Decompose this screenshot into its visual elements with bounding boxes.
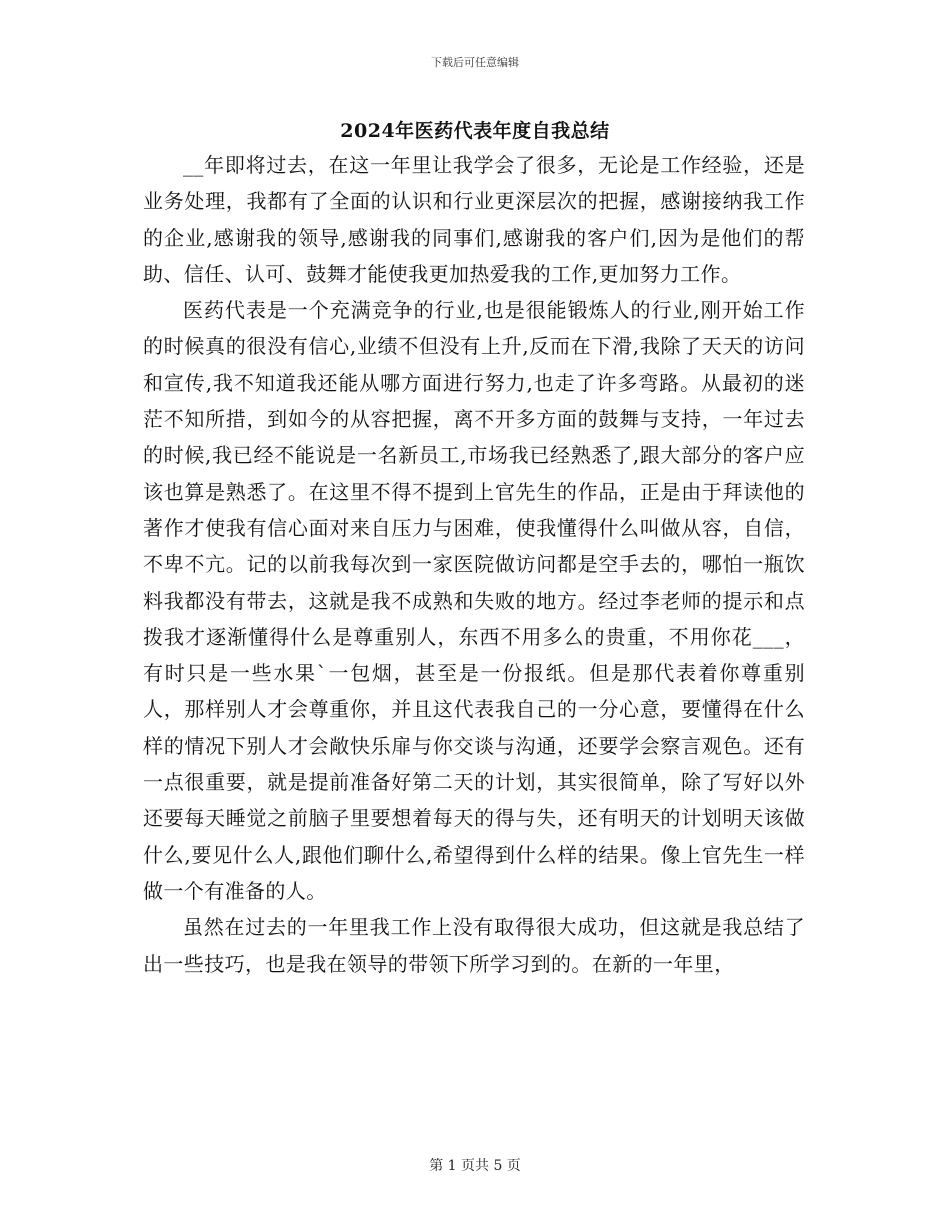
paragraph-closing: 虽然在过去的一年里我工作上没有取得很大成功，但这就是我总结了出一些技巧，也是我在领导的带领下所学习到的。在新的一年里， [143, 915, 805, 976]
page-number: 第 1 页共 5 页 [429, 1158, 521, 1174]
header-note: 下载后可任意编辑 [431, 56, 519, 69]
document-body [143, 147, 805, 982]
paragraph-intro: __年即将过去，在这一年里让我学会了很多，无论是工作经验，还是业务处理，我都有了全面的认识和行业更深层次的把握，感谢接纳我工作的企业,感谢我的领导,感谢我的同事们,感谢我的客户们,因为是他们的帮助、信任、认可、鼓舞才能使我更加热爱我的工作,更加努力工作。 [143, 153, 805, 286]
document-title: 2024年医药代表年度自我总结 [340, 120, 610, 142]
paragraph-main: 医药代表是一个充满竞争的行业,也是很能锻炼人的行业,刚开始工作的时候真的很没有信心,业绩不但没有上升,反而在下滑,我除了天天的访问和宣传,我不知道我还能从哪方面进行努力,也走了许多弯路。从最初的迷茫不知所措，到如今的从容把握，离不开多方面的鼓舞与支持，一年过去的时候,我已经不能说是一名新员工,市场我已经熟悉了,跟大部分的客户应该也算是熟悉了。在这里不得不提到上官先生的作品，正是由于拜读他的著作才使我有信心面对来自压力与困难，使我懂得什么叫做从容，自信，不卑不亢。记的以前我每次到一家医院做访问都是空手去的，哪怕一瓶饮料我都没有带去，这就是我不成熟和失败的地方。经过李老师的提示和点拨我才逐渐懂得什么是尊重别人，东西不用多么的贵重，不用你花___，有时只是一些水果`一包烟，甚至是一份报纸。但是那代表着你尊重别人，那样别人才会尊重你，并且这代表我自己的一分心意，要懂得在什么样的情况下别人才会敞快乐扉与你交谈与沟通，还要学会察言观色。还有一点很重要，就是提前准备好第二天的计划，其实很简单，除了写好以外还要每天睡觉之前脑子里要想着每天的得与失，还有明天的计划明天该做什么,要见什么人,跟他们聊什么,希望得到什么样的结果。像上官先生一样做一个有准备的人。 [143, 298, 805, 903]
